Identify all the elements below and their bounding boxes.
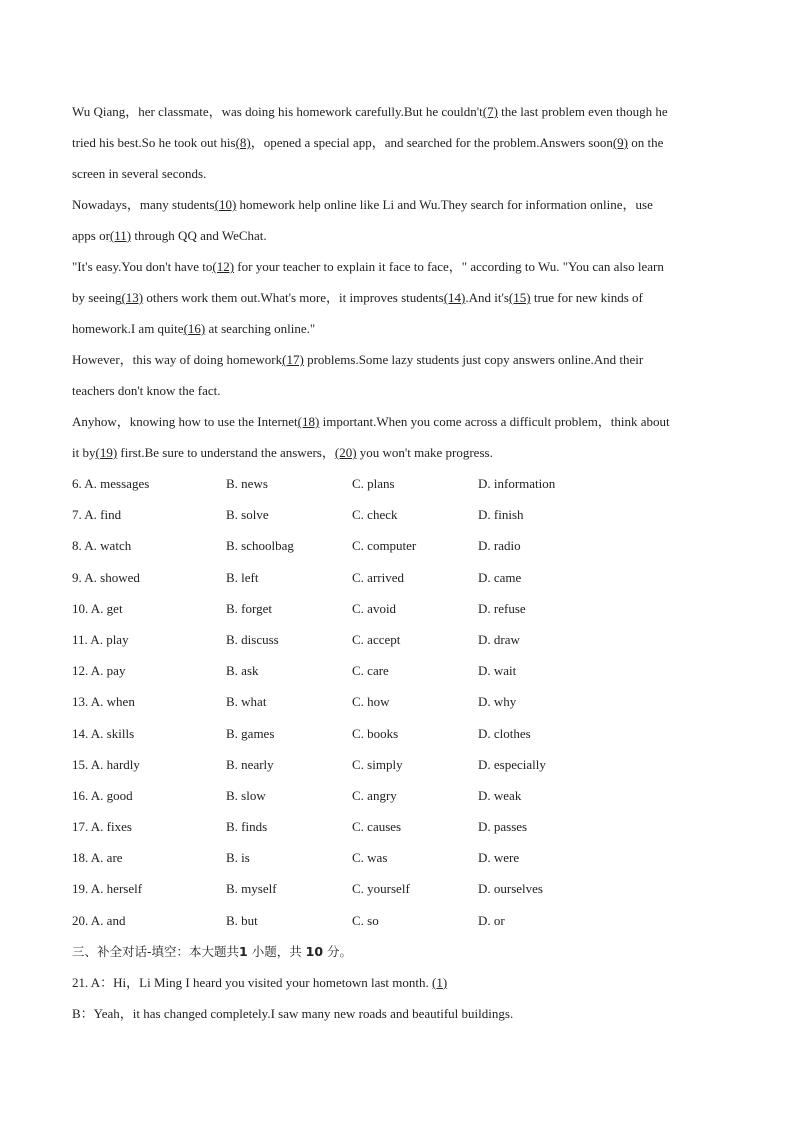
passage-line — [72, 317, 722, 348]
option-a: 10. A. get — [72, 600, 123, 616]
text: apps or — [72, 228, 110, 243]
blank-19: (19) — [95, 445, 118, 460]
passage-line — [72, 131, 722, 162]
text: 21. A：Hi，Li Ming I heard you visited your hometown last month. — [72, 974, 429, 990]
text: you won't make progress. — [356, 445, 493, 460]
option-row — [72, 472, 722, 503]
exam-page — [72, 100, 722, 1033]
option-a: 17. A. fixes — [72, 819, 132, 835]
text: it by — [72, 445, 96, 460]
option-b: B. myself — [226, 881, 277, 897]
option-b: B. what — [226, 694, 267, 710]
option-d: D. weak — [478, 787, 522, 803]
option-b: B. but — [226, 912, 258, 928]
dialogue-line-a — [72, 971, 722, 1002]
option-c: C. was — [352, 850, 388, 866]
option-d: D. ourselves — [478, 881, 543, 897]
option-row — [72, 753, 722, 784]
option-c: C. how — [352, 694, 390, 710]
passage-line: screen in several seconds. — [72, 166, 207, 181]
text: true for new kinds of — [530, 290, 643, 305]
option-row — [72, 659, 722, 690]
option-a: 9. A. showed — [72, 569, 140, 585]
option-a: 16. A. good — [72, 787, 133, 803]
text: ，opened a special app，and searched for the problem.Answers soon — [250, 135, 613, 150]
option-row — [72, 566, 722, 597]
option-b: B. discuss — [226, 631, 279, 647]
passage-line — [72, 410, 722, 441]
option-a: 12. A. pay — [72, 663, 126, 679]
text: through QQ and WeChat. — [131, 228, 267, 243]
option-b: B. ask — [226, 663, 259, 679]
option-d: D. draw — [478, 631, 520, 647]
passage-line — [72, 100, 722, 131]
option-row — [72, 690, 722, 721]
option-d: D. wait — [478, 663, 517, 679]
passage-line — [72, 286, 722, 317]
option-c: C. computer — [352, 538, 417, 554]
passage-line — [72, 224, 722, 255]
dialogue-line-b: B：Yeah，it has changed completely.I saw many new roads and beautiful buildings. — [72, 1005, 514, 1021]
option-b: B. forget — [226, 600, 272, 616]
option-c: C. simply — [352, 756, 403, 772]
option-b: B. left — [226, 569, 259, 585]
option-c: C. so — [352, 912, 379, 928]
option-a: 8. A. watch — [72, 538, 132, 554]
option-c: C. causes — [352, 819, 402, 835]
text: .And it's — [465, 290, 509, 305]
text: at searching online." — [205, 321, 316, 336]
text: 三、补全对话-填空：本大题共 — [72, 943, 240, 959]
option-c: C. arrived — [352, 569, 404, 585]
option-a: 18. A. are — [72, 850, 123, 866]
option-c: C. avoid — [352, 600, 397, 616]
blank-1: (1) — [432, 974, 448, 990]
option-a: 14. A. skills — [72, 725, 135, 741]
option-b: B. is — [226, 850, 250, 866]
blank-7: (7) — [482, 104, 498, 119]
option-d: D. especially — [478, 756, 546, 772]
question-count: 1 — [239, 943, 248, 959]
option-a: 13. A. when — [72, 694, 135, 710]
passage-line — [72, 255, 722, 286]
text: tried his best.So he took out his — [72, 135, 236, 150]
option-a: 11. A. play — [72, 631, 129, 647]
option-c: C. yourself — [352, 881, 410, 897]
text: Anyhow，knowing how to use the Internet — [72, 414, 298, 429]
text: 分。 — [323, 943, 353, 959]
blank-9: (9) — [612, 135, 629, 150]
option-row — [72, 846, 722, 877]
blank-12: (12) — [212, 259, 235, 274]
option-d: D. came — [478, 569, 522, 585]
passage-line — [72, 193, 722, 224]
score-count: 10 — [305, 943, 324, 959]
option-a: 15. A. hardly — [72, 756, 140, 772]
option-row — [72, 597, 722, 628]
option-b: B. schoolbag — [226, 538, 294, 554]
text: others work them out.What's more，it improves students — [143, 290, 444, 305]
option-a: 7. A. find — [72, 507, 122, 523]
option-b: B. slow — [226, 787, 266, 803]
option-d: D. were — [478, 850, 520, 866]
section-heading — [72, 940, 722, 971]
text: first.Be sure to understand the answers， — [117, 445, 335, 460]
options-list — [72, 472, 722, 940]
option-d: D. refuse — [478, 600, 526, 616]
option-a: 6. A. messages — [72, 476, 150, 491]
option-b: B. news — [226, 476, 268, 491]
text: 小题，共 — [247, 943, 306, 959]
option-row — [72, 815, 722, 846]
blank-20: (20) — [334, 445, 357, 460]
option-a: 20. A. and — [72, 912, 126, 928]
blank-10: (10) — [214, 197, 237, 212]
option-c: C. accept — [352, 631, 401, 647]
text: However，this way of doing homework — [72, 352, 283, 367]
passage-line — [72, 348, 722, 379]
text: "It's easy.You don't have to — [72, 259, 213, 274]
passage-line: teachers don't know the fact. — [72, 383, 221, 398]
text: by seeing — [72, 290, 122, 305]
option-row — [72, 534, 722, 565]
text: important.When you come across a difficult problem，think about — [319, 414, 670, 429]
text: Wu Qiang，her classmate，was doing his homework carefully.But he couldn't — [72, 104, 483, 119]
option-d: D. information — [478, 476, 556, 491]
blank-13: (13) — [121, 290, 144, 305]
option-b: B. games — [226, 725, 275, 741]
option-row — [72, 909, 722, 940]
option-d: D. passes — [478, 819, 528, 835]
text: Nowadays，many students — [72, 197, 215, 212]
option-b: B. solve — [226, 507, 269, 523]
option-c: C. plans — [352, 476, 395, 491]
option-d: D. finish — [478, 507, 524, 523]
option-row — [72, 503, 722, 534]
blank-15: (15) — [508, 290, 531, 305]
option-d: D. or — [478, 912, 505, 928]
option-row — [72, 722, 722, 753]
option-row — [72, 784, 722, 815]
text: for your teacher to explain it face to face，" according to Wu. "You can also learn — [234, 259, 664, 274]
option-c: C. care — [352, 663, 389, 679]
blank-18: (18) — [297, 414, 320, 429]
option-b: B. nearly — [226, 756, 274, 772]
text: homework help online like Li and Wu.They search for information online，use — [236, 197, 653, 212]
text: homework.I am quite — [72, 321, 184, 336]
option-row — [72, 628, 722, 659]
blank-14: (14) — [443, 290, 466, 305]
blank-17: (17) — [282, 352, 304, 367]
option-c: C. check — [352, 507, 398, 523]
blank-16: (16) — [183, 321, 206, 336]
passage-line — [72, 441, 722, 472]
option-d: D. why — [478, 694, 517, 710]
option-a: 19. A. herself — [72, 881, 143, 897]
option-c: C. angry — [352, 787, 397, 803]
text: on the — [628, 135, 664, 150]
option-d: D. radio — [478, 538, 521, 554]
option-b: B. finds — [226, 819, 268, 835]
text: problems.Some lazy students just copy answers online.And their — [303, 352, 644, 367]
blank-8: (8) — [235, 135, 251, 150]
text: the last problem even though he — [497, 104, 668, 119]
option-c: C. books — [352, 725, 399, 741]
option-row — [72, 877, 722, 908]
blank-11: (11) — [109, 228, 132, 243]
option-d: D. clothes — [478, 725, 531, 741]
